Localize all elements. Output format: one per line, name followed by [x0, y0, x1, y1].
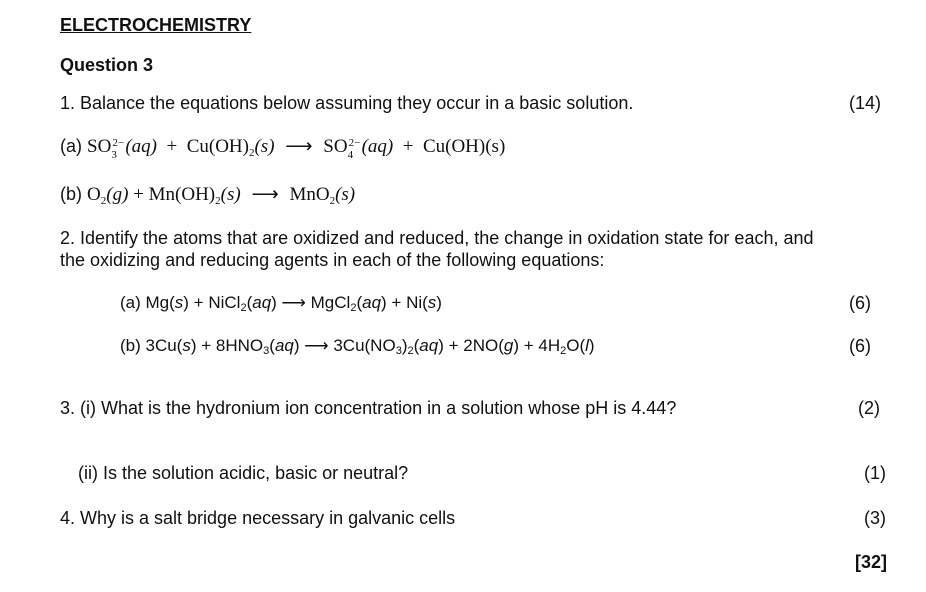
s-state: s: [427, 293, 437, 312]
q4-marks: (3): [864, 508, 886, 528]
eq-part: O(: [566, 336, 586, 355]
reaction-arrow: ⟶: [251, 184, 279, 205]
reaction-arrow: ⟶: [285, 136, 313, 157]
eq-part: ): [588, 336, 595, 355]
aq-state: aq: [362, 293, 382, 312]
q1b-equation: [60, 183, 355, 207]
eq-part: (: [269, 336, 275, 355]
plus-sign: +: [133, 184, 144, 205]
s-state: (s): [254, 136, 275, 157]
eq-part: ): [401, 336, 408, 355]
so4-formula: SO: [323, 136, 348, 157]
so4-subscript: 4: [347, 149, 354, 161]
q2b-marks: (6): [849, 336, 871, 356]
aq-state: (aq): [361, 136, 394, 157]
eq-part: (a) Mg(: [120, 293, 175, 312]
plus-sign: +: [402, 136, 414, 157]
q1b-label: (b): [60, 184, 82, 204]
aq-state: aq: [419, 336, 439, 355]
total-marks: [32]: [855, 552, 888, 572]
aq-state: aq: [252, 293, 272, 312]
aq-state: aq: [274, 336, 294, 355]
question-heading: Question 3: [60, 55, 154, 75]
q1a-label: (a): [60, 136, 82, 156]
cuoh2-formula: Cu(OH): [186, 136, 249, 157]
so3-charge: 2−: [112, 137, 125, 149]
aq-state: (aq): [125, 136, 157, 157]
eq-part: ) + NiCl: [183, 293, 241, 312]
l-state: l: [585, 336, 589, 355]
so3-subscript: 3: [111, 149, 117, 161]
o2-formula: O: [87, 184, 101, 205]
q1-marks: (14): [849, 93, 882, 113]
so3-formula: SO: [87, 136, 112, 157]
q4-text: 4. Why is a salt bridge necessary in galvanic cells: [60, 508, 456, 528]
o2-subscript: 2: [100, 195, 107, 207]
q3ii-text: (ii) Is the solution acidic, basic or neutral?: [78, 463, 409, 483]
subscript: 2: [560, 345, 567, 357]
eq-part: (: [246, 293, 253, 312]
s-state: (s): [220, 184, 241, 205]
q2b-equation: [120, 336, 595, 357]
cuoh-formula: Cu(OH)(s): [422, 136, 506, 157]
q2-text-line1: 2. Identify the atoms that are oxidized and reduced, the change in oxidation state for each, and: [60, 228, 814, 248]
subscript: 2: [350, 302, 357, 314]
eq-part: ) + Ni(: [381, 293, 428, 312]
s-state: (s): [335, 184, 356, 205]
q3i-marks: (2): [858, 398, 880, 418]
eq-part: ) ⟶ MgCl: [271, 293, 351, 312]
s-state: s: [174, 293, 184, 312]
s-state: s: [182, 336, 191, 355]
cuoh2-subscript: 2: [248, 147, 255, 159]
eq-part: ) + 4H: [513, 336, 561, 355]
q3ii-marks: (1): [864, 463, 886, 483]
g-state: g: [503, 336, 514, 355]
plus-sign: +: [166, 136, 178, 157]
eq-part: ) + 8HNO: [190, 336, 264, 355]
subscript: 2: [407, 345, 414, 357]
eq-part: (: [356, 293, 363, 312]
eq-part: ) + 2NO(: [438, 336, 504, 355]
document-title: ELECTROCHEMISTRY: [60, 15, 252, 35]
q3i-text: 3. (i) What is the hydronium ion concentration in a solution whose pH is 4.44?: [60, 398, 677, 418]
mno2-subscript: 2: [329, 195, 336, 207]
q1-text: 1. Balance the equations below assuming they occur in a basic solution.: [60, 93, 634, 113]
eq-part: ) ⟶ 3Cu(NO: [293, 336, 396, 355]
so4-charge: 2−: [348, 137, 361, 149]
eq-part: ): [436, 293, 442, 312]
eq-part: (b) 3Cu(: [120, 336, 183, 355]
mno2-formula: MnO: [289, 184, 330, 205]
q2-text-line2: the oxidizing and reducing agents in each of the following equations:: [60, 250, 605, 270]
mnoh2-formula: Mn(OH): [148, 184, 216, 205]
q2a-equation: [120, 293, 442, 314]
q2a-marks: (6): [849, 293, 871, 313]
eq-part: (: [413, 336, 420, 355]
subscript: 3: [395, 345, 402, 357]
subscript: 3: [263, 345, 270, 357]
q1a-equation: [60, 135, 505, 159]
g-state: (g): [106, 184, 129, 205]
subscript: 2: [240, 302, 247, 314]
mnoh2-subscript: 2: [215, 195, 221, 207]
